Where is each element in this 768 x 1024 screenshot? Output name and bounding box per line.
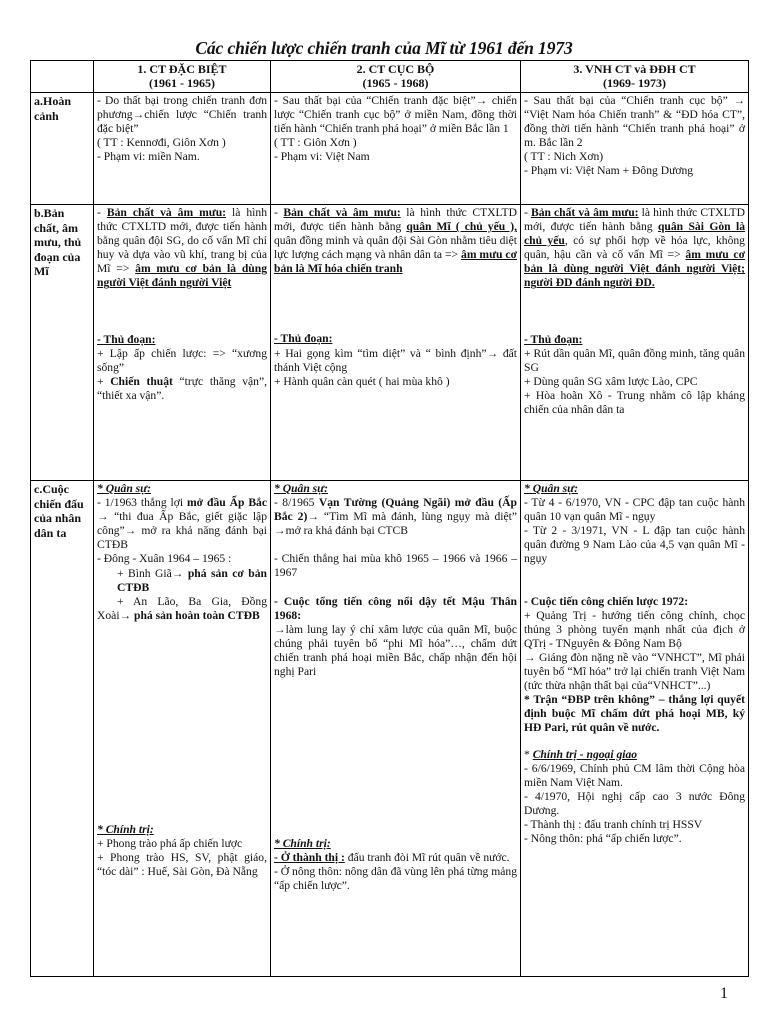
nature-emphasis: quân Sài Gòn là chủ yếu	[524, 220, 745, 248]
row-struggle	[31, 481, 749, 977]
page-title: Các chiến lược chiến tranh của Mĩ từ 1961 đến 1973	[195, 38, 573, 58]
tactic-item: + Rút dần quân Mĩ, quân đồng minh, tăng quân SG	[524, 346, 745, 374]
military-item-text: - 8/1965	[274, 496, 319, 510]
military-label: * Quân sự:	[97, 482, 151, 495]
struggle-local-war	[271, 481, 521, 977]
context-special-war-line: - Phạm vi: miền Nam.	[97, 150, 200, 164]
military-item-emphasis: Vạn Tường (Quảng Ngãi) mở đầu (Ấp Bắc 2)	[274, 496, 517, 524]
header-special-war-name: 1. CT ĐẶC BIỆT	[137, 62, 227, 76]
header-row	[31, 61, 749, 93]
military-label: * Quân sự:	[274, 482, 328, 495]
military-item	[97, 496, 267, 552]
politics-label: * Chính trị:	[274, 837, 331, 851]
military-item-text: + An Lão, Ba Gia, Đồng Xoài→	[97, 594, 267, 622]
nature-body: quân đồng minh và quân đội Sài Gòn nhằm tiêu diệt lực lượng cách mạng và nhân dân ta =>	[274, 234, 517, 262]
row-struggle-label: c.Cuộc chiến đấu của nhân dân ta	[31, 481, 94, 977]
header-local-war-years: (1965 - 1968)	[362, 76, 429, 90]
tactic-item: + Chiến thuật “trực thăng vận”, “thiết xa vận”.	[97, 374, 268, 402]
tactic-label: - Thủ đoạn:	[274, 332, 333, 346]
nature-label: Bản chất và âm mưu:	[530, 206, 639, 219]
header-vietnamization-years: (1969- 1973)	[603, 76, 666, 90]
context-special-war	[94, 93, 271, 205]
nature-emphasis: âm mưu cơ bản là dùng người Việt đánh người Việt	[97, 262, 267, 290]
context-vietnamization-line: - Phạm vi: Việt Nam + Đông Dương	[524, 164, 694, 178]
nature-emphasis: âm mưu cơ bản là dùng người Việt đánh người Việt; người ĐD đánh người ĐD.	[524, 248, 745, 290]
nature-body: , có sự phối hợp về hỏa lực, không quân, hậu cần và cố vấn Mĩ =>	[524, 234, 745, 262]
row-context	[31, 93, 749, 205]
tactic-label: - Thủ đoạn:	[524, 332, 583, 346]
context-vietnamization-line: ( TT : Nich Xơn)	[524, 150, 604, 164]
politics-item	[274, 851, 517, 865]
military-item	[97, 595, 267, 623]
header-vietnamization-name: 3. VNH CT và ĐĐH CT	[573, 62, 696, 76]
strategy-table	[30, 60, 749, 977]
tactic-item: + Hòa hoãn Xô - Trung nhằm cô lập kháng chiến của nhân dân ta	[524, 388, 745, 417]
military-item	[97, 567, 267, 595]
military-item: * Trận “ĐBP trên không” – thắng lợi quyết định buộc Mĩ chấm dứt phá hoại MB, ký HĐ Pari, rút quân về nước.	[524, 693, 745, 735]
header-local-war-name: 2. CT CỤC BỘ	[356, 62, 435, 76]
context-local-war-line: - Sau thất bại của “Chiến tranh đặc biệt”→ chiến lược “Chiến tranh cục bộ” ở miền Nam, đồng thời tiến hành “Chiến tranh phá hoại” ở miền Bắc lần 1	[274, 94, 517, 136]
military-item	[274, 496, 517, 538]
row-nature-label: b.Bản chất, âm mưu, thủ đoạn của Mĩ	[31, 205, 94, 481]
nature-special-war-text: - Bản chất và âm mưu: là hình thức CTXLTD mới, được tiến hành bằng quân đội SG, do cố vấn Mĩ chỉ huy và dựa vào vũ khí, trang bị của Mĩ => âm mưu cơ bản là dùng người Việt đánh người Việt	[97, 206, 267, 290]
nature-label: Bản chất và âm mưu:	[283, 206, 401, 219]
context-vietnamization-line: - Sau thất bại của “Chiến tranh cục bộ” → “Việt Nam hóa Chiến tranh” & “ĐD hóa CT”, đồng thời tiến hành “Chiến tranh phá hoại” ở m. Bắc lần 2	[524, 94, 745, 150]
politics-item: - Ở nông thôn: nông dân đã vùng lên phá từng mảng “ấp chiến lược”.	[274, 865, 517, 893]
nature-emphasis: âm mưu cơ bản là Mĩ hóa chiến tranh	[274, 248, 517, 276]
nature-local-war	[271, 205, 521, 481]
row-nature	[31, 205, 749, 481]
military-item-text: + Bình Giã→	[117, 566, 188, 580]
context-local-war-line: ( TT : Giôn Xơn )	[274, 136, 357, 150]
politics-item-label: - Ở thành thị :	[274, 851, 345, 865]
struggle-vietnamization	[521, 481, 749, 977]
politics-item: - Thành thị : đấu tranh chính trị HSSV	[524, 817, 703, 831]
politics-item-text: đấu tranh đòi Mĩ rút quân về nước.	[344, 851, 510, 865]
politics-item: - 6/6/1969, Chính phủ CM lâm thời Cộng hòa miền Nam Việt Nam.	[524, 761, 745, 789]
politics-label-wrap: * Chính trị - ngoại giao	[524, 747, 638, 761]
header-special-war	[94, 61, 271, 93]
tactic-item: + Hai gọng kìm “tìm diệt” và “ bình định”→ đất thánh Việt cộng	[274, 346, 517, 374]
spacer	[274, 581, 517, 595]
tactic-item: + Dùng quân SG xâm lược Lào, CPC	[524, 374, 698, 388]
header-vietnamization	[521, 61, 749, 93]
nature-local-war-text: - Bản chất và âm mưu: là hình thức CTXLTD mới, được tiến hành bằng quân Mĩ ( chủ yếu ), quân đồng minh và quân đội Sài Gòn nhằm tiêu diệt lực lượng cách mạng và nhân dân ta => âm mưu cơ bản là Mĩ hóa chiến tranh	[274, 206, 518, 276]
context-local-war	[271, 93, 521, 205]
military-item-label: - Cuộc tổng tiến công nổi dậy tết Mậu Thân 1968:	[274, 594, 517, 622]
context-vietnamization	[521, 93, 749, 205]
politics-label: Chính trị - ngoại giao	[532, 747, 638, 761]
tactic-item: + Lập ấp chiến lược: => “xương sống”	[97, 346, 267, 374]
nature-vietnamization-text: - Bản chất và âm mưu: là hình thức CTXLTD mới, được tiến hành bằng quân Sài Gòn là chủ yếu, có sự phối hợp về hỏa lực, không quân, hậu cần và cố vấn Mĩ => âm mưu cơ bản là dùng người Việt đánh người Việt; người ĐD đánh người ĐD.	[524, 206, 746, 290]
tactic-item-text: “trực thăng vận”, “thiết xa vận”.	[97, 374, 268, 402]
military-item-emphasis: phá sản cơ bản CTĐB	[117, 566, 267, 594]
military-item-emphasis: phá sản hoàn toàn CTĐB	[134, 608, 260, 622]
military-item-emphasis: mở đầu Ấp Bắc	[187, 496, 267, 510]
context-special-war-line: - Do thất bại trong chiến tranh đơn phương→chiến lược “Chiến tranh đặc biệt”	[97, 94, 267, 136]
tactic-item-label: Chiến thuật	[110, 374, 173, 388]
military-item: - Chiến thắng hai mùa khô 1965 – 1966 và 1966 – 1967	[274, 552, 517, 580]
spacer	[274, 276, 517, 318]
military-item: →làm lung lay ý chí xâm lược của quân Mĩ, buộc chúng phải tuyên bố “phi Mĩ hóa”…, chấm dứt chiến tranh phá hoại miền Bắc, chấp nhận đến hội nghị Pari	[274, 622, 517, 679]
row-context-label: a.Hoàn cảnh	[31, 93, 94, 205]
military-item: - Từ 2 - 3/1971, VN - L đập tan cuộc hành quân đường 9 Nam Lào của 4,5 vạn quân Mĩ - ngụy	[524, 524, 745, 566]
page-number: 1	[720, 985, 728, 1002]
military-label: * Quân sự:	[524, 482, 578, 495]
tactic-item: + Hành quân càn quét ( hai mùa khô )	[274, 374, 450, 388]
military-item-text: → “Tìm Mĩ mà đánh, lùng ngụy mà diệt” →mở ra khả đánh bại CTCB	[274, 510, 518, 538]
nature-body: là hình thức CTXLTD mới, được tiến hành bằng	[524, 206, 746, 234]
military-item-text: - 1/1963 thắng lợi	[97, 496, 188, 510]
tactic-label: - Thủ đoạn:	[97, 332, 156, 346]
nature-label: Bản chất và âm mưu:	[106, 206, 227, 219]
politics-label: * Chính trị:	[97, 822, 154, 836]
struggle-special-war	[94, 481, 271, 977]
context-local-war-line: - Phạm vi: Việt Nam	[274, 150, 370, 164]
spacer	[274, 318, 517, 332]
spacer	[524, 291, 745, 333]
spacer	[274, 679, 517, 837]
spacer	[97, 623, 267, 823]
header-special-war-years: (1961 - 1965)	[149, 76, 215, 90]
spacer	[97, 291, 267, 333]
politics-item: + Phong trào phá ấp chiến lược	[97, 837, 243, 851]
nature-emphasis: quân Mĩ ( chủ yếu ),	[406, 220, 517, 234]
spacer	[274, 538, 517, 552]
nature-body: là hình thức CTXLTD mới, được tiến hành bằng quân đội SG, do cố vấn Mĩ chỉ huy và dựa vào vũ khí, trang bị của Mĩ =>	[97, 206, 267, 276]
nature-special-war	[94, 205, 271, 481]
header-local-war	[271, 61, 521, 93]
military-item: → Giáng đòn nặng nề vào “VNHCT”, Mĩ phải tuyên bố “Mĩ hóa” trở lại chiến tranh Việt Nam (tức thừa nhận thất bại của“VNHCT”...)	[524, 650, 745, 693]
nature-body: là hình thức CTXLTD mới, được tiến hành bằng	[274, 206, 518, 234]
politics-item: + Phong trào HS, SV, phật giáo, “tóc dài” : Huế, Sài Gòn, Đà Nẵng	[97, 851, 267, 879]
context-special-war-line: ( TT : Kennơđi, Giôn Xơn )	[97, 136, 226, 150]
spacer	[524, 567, 745, 595]
nature-vietnamization	[521, 205, 749, 481]
military-item: + Quảng Trị - hướng tiến công chính, chọc thủng 3 phòng tuyến mạnh nhất của địch ở QTrị - TNguyên & Đông Nam Bộ	[524, 608, 745, 650]
military-item: - Đông - Xuân 1964 – 1965 :	[97, 552, 232, 566]
politics-item: - 4/1970, Hội nghị cấp cao 3 nước Đông Dương.	[524, 789, 745, 817]
politics-item: - Nông thôn: phá “ấp chiến lược”.	[524, 832, 682, 846]
military-item-label: - Cuộc tiến công chiến lược 1972:	[524, 594, 689, 608]
header-corner	[31, 61, 94, 93]
military-item: - Từ 4 - 6/1970, VN - CPC đập tan cuộc hành quân 10 vạn quân Mĩ - ngụy	[524, 496, 745, 524]
military-item-text: → “thi đua Ấp Bắc, giết giặc lập công”→ mở ra khả năng đánh bại CTĐB	[97, 510, 267, 552]
spacer	[524, 736, 745, 748]
